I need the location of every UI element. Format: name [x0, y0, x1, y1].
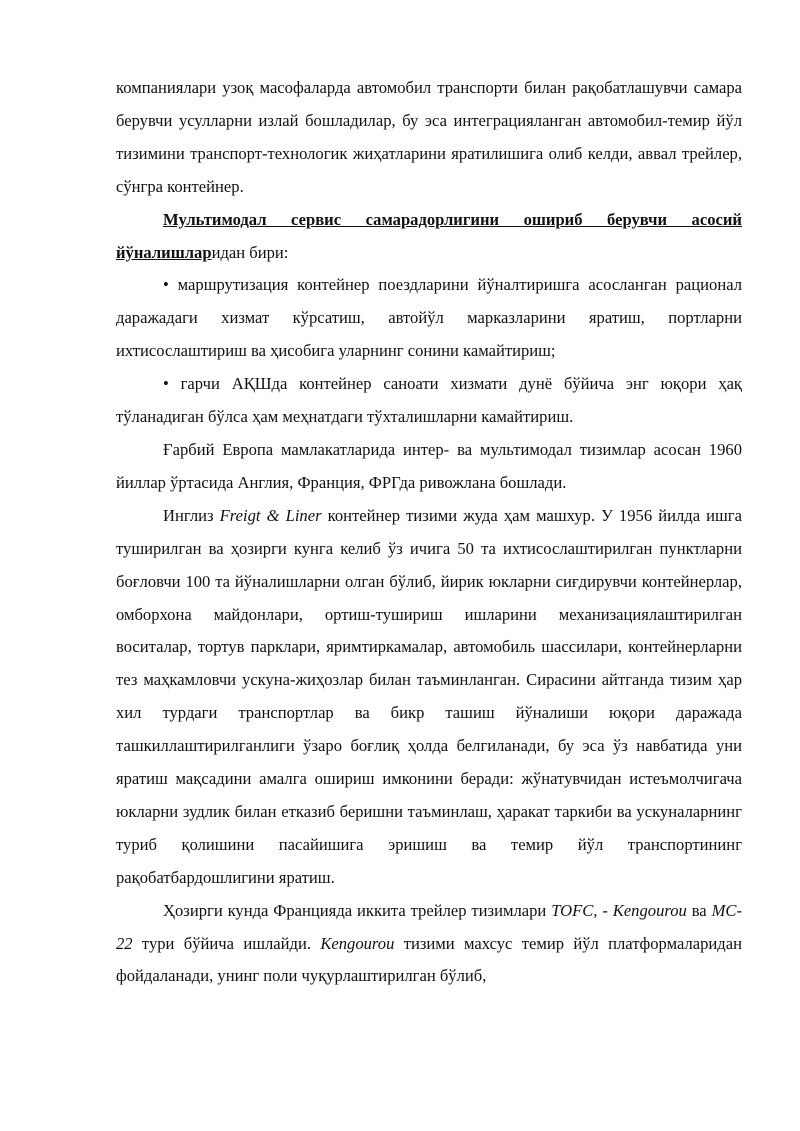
- bullet-item-2: • гарчи АҚШда контейнер саноати хизмати дунё бўйича энг юқори ҳақ тўланадиган бўлса ҳам меҳнатдаги тўхталишларни камайтириш.: [116, 374, 742, 427]
- paragraph-3: Ғарбий Европа мамлакатларида интер- ва мультимодал тизимлар асосан 1960 йиллар ўртасида Англия, Франция, ФРГда ривожлана бошлади.: [116, 439, 742, 492]
- paragraph-5-part-1: Ҳозирги кунда Францияда иккита трейлер тизимлари: [163, 900, 552, 920]
- bullet-item-1: • маршрутизация контейнер поездларини йўналтиришга асосланган рационал даражадаги хизмат кўрсатиш, автойўл марказларини яратиш, портларни ихтисослаштириш ва ҳисобига уларнинг сонини камайтириш;: [116, 275, 742, 361]
- paragraph-4-lead: Инглиз: [163, 505, 220, 525]
- system-name-kengourou-2: Kengourou: [320, 933, 395, 953]
- system-name-freigt-liner: Freigt & Liner: [219, 505, 322, 525]
- paragraph-5-part-4: тури бўйича ишлайди.: [132, 933, 321, 953]
- paragraph-4-body: контейнер тизими жуда ҳам машхур. У 1956 йилда ишга туширилган ва ҳозирги кунга келиб ўз ичига 50 та ихтисослаштирилган пунктларни боғловчи 100 та йўналишларни олган бўлиб, йирик юкларни сиғдирувчи контейнерлар, омборхона майдонлари, ортиш-тушириш ишларини механизациялаштирилган воситалар, тортув парклари, яримтиркамалар, автомобиль шассилари, контейнерларни тез маҳкамловчи ускуна-жиҳозлар билан таъминланган. Сирасини айтганда тизим ҳар хил турдаги транспортлар ва бикр ташиш йўналиши юқори даражада ташкиллаштирилганлиги ўзаро боғлиқ ҳолда белгиланади, бу эса ўз навбатида уни яратиш мақсадини амалга ошириш имконини беради: жўнатувчидан истеъмолчигача юкларни зудлик билан етказиб беришни таъминлаш, ҳаракат таркиби ва ускуналарнинг туриб қолишини пасайишига эришиш ва темир йўл транспортининг рақобатбардошлигини яратиш.: [116, 505, 742, 887]
- paragraph-4: [116, 500, 742, 895]
- paragraph-5-part-3: ва: [686, 900, 712, 920]
- section-heading-suffix: идан бири:: [211, 242, 289, 262]
- system-name-kengourou: Kengourou: [612, 900, 687, 920]
- system-name-tofc: TOFC, -: [551, 900, 608, 920]
- paragraph-2: [116, 204, 742, 270]
- text-column: [116, 72, 742, 993]
- paragraph-1: компаниялари узоқ масофаларда автомобил транспорти билан рақобатлашувчи самара берувчи усулларни излай бошладилар, бу эса интеграцияланган автомобил-темир йўл тизимини транспорт-технологик жиҳатларини яратилишига олиб келди, аввал трейлер, сўнгра контейнер.: [116, 78, 742, 196]
- section-heading: Мультимодал сервис самарадорлигини ошириб берувчи асосий йўналишлар: [116, 209, 742, 262]
- paragraph-5: [116, 895, 742, 994]
- paragraph-5-part-5: тизими махсус темир йўл платформаларидан фойдаланади, унинг поли чуқурлаштирилган бўлиб,: [116, 933, 742, 986]
- system-name-mc22: MC-22: [116, 900, 742, 953]
